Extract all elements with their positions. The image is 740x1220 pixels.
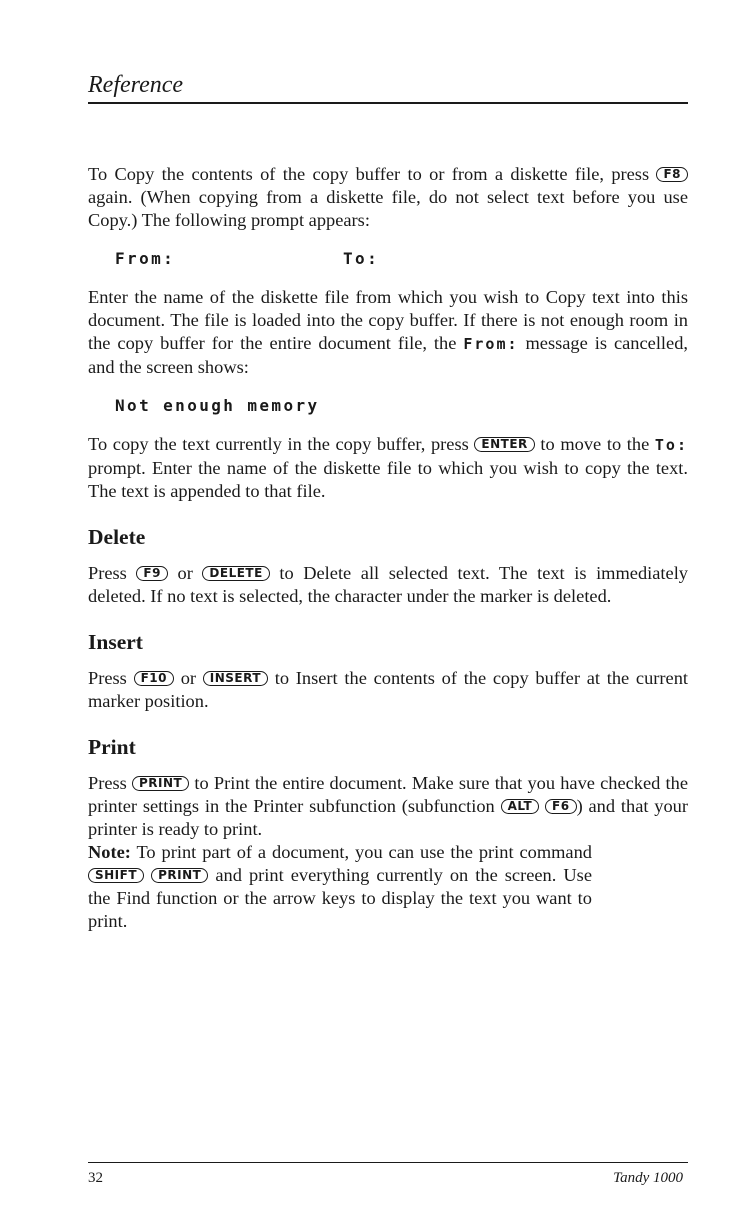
text-run: to Print the entire document. Make sure that you have checked the printer settings in the Printer subfunction (subfunction	[88, 773, 688, 816]
inline-code: From:	[463, 335, 519, 353]
from-to-prompt	[115, 248, 688, 270]
page-content	[88, 163, 688, 933]
prompt-to-label: To:	[343, 249, 380, 268]
text-run: to Delete all selected text. The text is immediately deleted. If no text is selected, the character under the marker is deleted.	[88, 563, 688, 606]
footer-rule	[88, 1162, 688, 1163]
note-label: Note:	[88, 842, 131, 862]
text-run: to Insert the contents of the copy buffer at the current marker position.	[88, 668, 688, 711]
key-print-icon	[151, 868, 208, 883]
key-label: ALT	[507, 799, 533, 813]
key-print-icon	[132, 776, 189, 791]
key-f9-icon	[136, 566, 168, 581]
key-label: F8	[663, 167, 681, 181]
insert-paragraph	[88, 667, 688, 713]
text-run: To print part of a document, you can use the print command	[130, 842, 592, 862]
text-run: or	[173, 668, 203, 688]
print-paragraph	[88, 772, 688, 841]
key-alt-icon	[501, 799, 540, 814]
text-run: Enter the name of the diskette file from which you wish to Copy text into this document. The file is loaded into the copy buffer. If there is not enough room in the copy buffer for the entire document file, the	[88, 287, 688, 353]
page-number: 32	[88, 1170, 103, 1186]
key-label: ENTER	[481, 437, 528, 451]
text-run: ) and that your printer is ready to print.	[88, 796, 688, 839]
key-insert-icon	[203, 671, 268, 686]
copy-paragraph-3	[88, 433, 688, 503]
text-run: message is cancelled, and the screen shows:	[88, 333, 688, 377]
note-text	[88, 842, 592, 931]
key-label: F9	[143, 566, 161, 580]
delete-heading: Delete	[88, 525, 146, 549]
text-run: to move to the	[534, 434, 655, 454]
text-run: or	[167, 563, 203, 583]
key-label: PRINT	[158, 868, 202, 882]
print-note	[88, 841, 592, 933]
header-rule	[88, 102, 688, 104]
text-run: prompt. Enter the name of the diskette file to which you wish to copy the text. The text is appended to that file.	[88, 458, 688, 501]
key-label: F10	[140, 671, 167, 685]
print-heading: Print	[88, 735, 136, 759]
key-f6-icon	[545, 799, 577, 814]
key-label: SHIFT	[95, 868, 138, 882]
key-f8-icon	[656, 167, 688, 182]
delete-paragraph	[88, 562, 688, 608]
inline-code: To:	[654, 436, 688, 454]
key-label: F6	[552, 799, 570, 813]
prompt-from-label: From:	[115, 249, 176, 268]
text-run: and print everything currently on the screen. Use the Find function or the arrow keys to display the text you want to print.	[88, 865, 592, 931]
insert-heading: Insert	[88, 630, 143, 654]
text-run: Press	[88, 668, 134, 688]
footer-title: Tandy 1000	[613, 1170, 683, 1186]
text-run: Press	[88, 563, 137, 583]
text-run: Press	[88, 773, 133, 793]
key-f10-icon	[134, 671, 174, 686]
key-delete-icon	[202, 566, 269, 581]
key-enter-icon	[474, 437, 534, 452]
copy-paragraph-2	[88, 286, 688, 379]
text-run: To copy the text currently in the copy buffer, press	[88, 434, 475, 454]
key-label: INSERT	[209, 671, 262, 685]
key-shift-icon	[88, 868, 144, 883]
running-header: Reference	[88, 72, 184, 98]
text-run: To Copy the contents of the copy buffer to or from a diskette file, press	[88, 164, 657, 184]
text-run	[144, 865, 151, 885]
key-label: PRINT	[139, 776, 183, 790]
key-label: DELETE	[209, 566, 263, 580]
copy-paragraph-1	[88, 163, 688, 232]
text-run: again. (When copying from a diskette file, do not select text before you use Copy.) The following prompt appears:	[88, 187, 688, 230]
not-enough-memory-prompt: Not enough memory	[115, 396, 320, 415]
